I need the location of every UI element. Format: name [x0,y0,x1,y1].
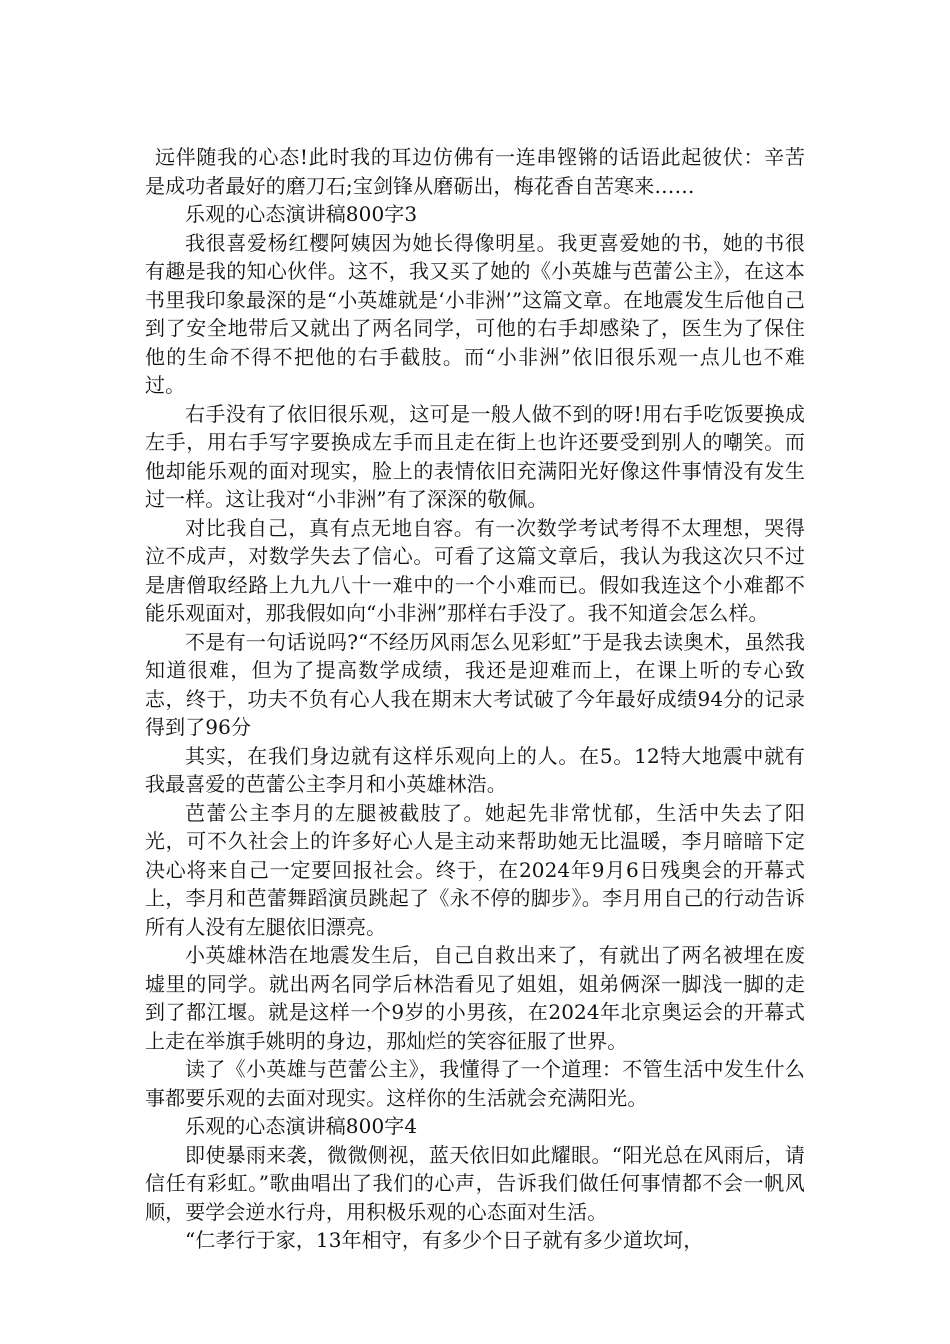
section-heading: 乐观的心态演讲稿800字3 [185,202,418,226]
paragraph: 我很喜爱杨红樱阿姨因为她长得像明星。我更喜爱她的书，她的书很有趣是我的知心伙伴。这不，我又买了她的《小英雄与芭蕾公主》，在这本书里我印象最深的是“小英雄就是‘小非洲’”这篇文章。在地震发生后他自己到了安全地带后又就出了两名同学，可他的右手却感染了，医生为了保住他的生命不得不把他的右手截肢。而“小非洲”依旧很乐观一点儿也不难过。 [145,230,805,397]
paragraph: 即使暴雨来袭，微微侧视，蓝天依旧如此耀眼。“阳光总在风雨后，请信任有彩虹。”歌曲唱出了我们的心声，告诉我们做任何事情都不会一帆风顺，要学会逆水行舟，用积极乐观的心态面对生活。 [145,1142,805,1224]
paragraph: 不是有一句话说吗?“不经历风雨怎么见彩虹”于是我去读奥术，虽然我知道很难，但为了提高数学成绩，我还是迎难而上，在课上听的专心致志，终于，功夫不负有心人我在期末大考试破了今年最好成绩94分的记录得到了96分 [145,629,805,739]
paragraph: 其实，在我们身边就有这样乐观向上的人。在5。12特大地震中就有我最喜爱的芭蕾公主李月和小英雄林浩。 [145,743,805,796]
paragraph: 对比我自己，真有点无地自容。有一次数学考试考得不太理想，哭得泣不成声，对数学失去了信心。可看了这篇文章后，我认为我这次只不过是唐僧取经路上九九八十一难中的一个小难而已。假如我连这个小难都不能乐观面对，那我假如向“小非洲”那样右手没了。我不知道会怎么样。 [145,515,805,625]
paragraph: 芭蕾公主李月的左腿被截肢了。她起先非常忧郁，生活中失去了阳光，可不久社会上的许多好心人是主动来帮助她无比温暖，李月暗暗下定决心将来自己一定要回报社会。终于，在2024年9月6日残奥会的开幕式上，李月和芭蕾舞蹈演员跳起了《永不停的脚步》。李月用自己的行动告诉所有人没有左腿依旧漂亮。 [145,800,805,939]
paragraph: 右手没有了依旧很乐观，这可是一般人做不到的呀!用右手吃饭要换成左手，用右手写字要换成左手而且走在街上也许还要受到别人的嘲笑。而他却能乐观的面对现实，脸上的表情依旧充满阳光好像这件事情没有发生过一样。这让我对“小非洲”有了深深的敬佩。 [145,401,805,511]
paragraph: 小英雄林浩在地震发生后，自己自救出来了，有就出了两名被埋在废墟里的同学。就出两名同学后林浩看见了姐姐，姐弟俩深一脚浅一脚的走到了都江堰。就是这样一个9岁的小男孩，在2024年北京奥运会的开幕式上走在举旗手姚明的身边，那灿烂的笑容征服了世界。 [145,943,805,1053]
paragraph: 远伴随我的心态!此时我的耳边仿佛有一连串铿锵的话语此起彼伏：辛苦是成功者最好的磨刀石;宝剑锋从磨砺出，梅花香自苦寒来…… [145,145,805,198]
paragraph: “仁孝行于家，13年相守，有多少个日子就有多少道坎坷， [185,1228,704,1252]
section-heading: 乐观的心态演讲稿800字4 [185,1114,418,1138]
document-page [145,143,805,1255]
paragraph: 读了《小英雄与芭蕾公主》，我懂得了一个道理：不管生活中发生什么事都要乐观的去面对现实。这样你的生活就会充满阳光。 [145,1057,805,1110]
